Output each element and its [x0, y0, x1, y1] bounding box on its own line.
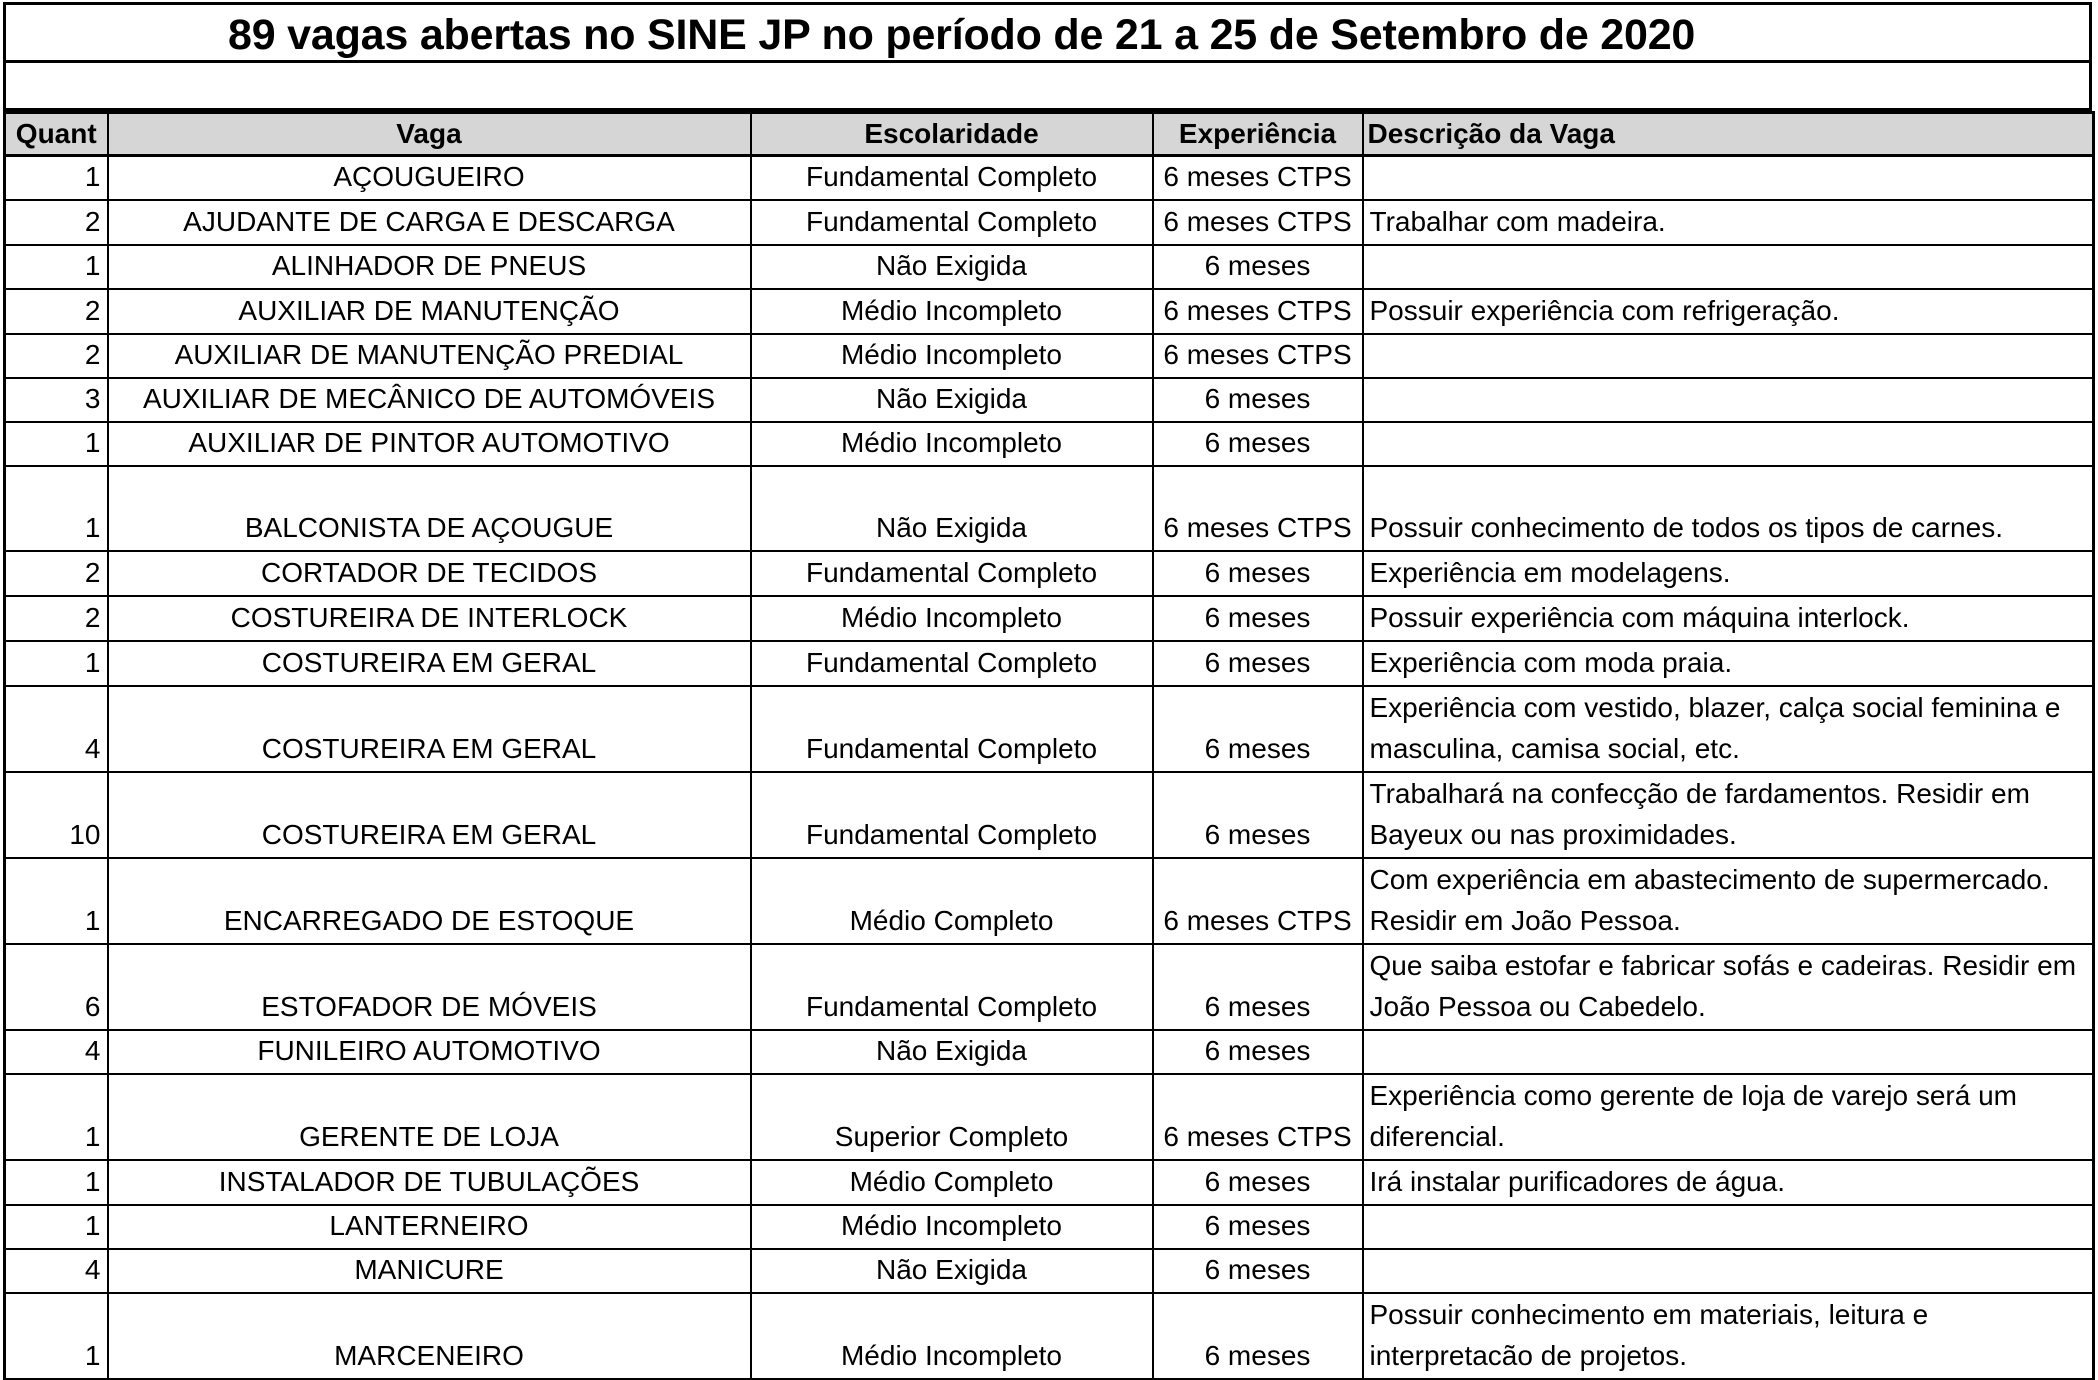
cell-descricao[interactable] [1363, 422, 2094, 466]
header-experiencia[interactable]: Experiência [1153, 113, 1363, 156]
cell-escolaridade[interactable]: Não Exigida [751, 1249, 1153, 1293]
cell-quant[interactable]: 1 [5, 1074, 108, 1160]
cell-experiencia[interactable]: 6 meses CTPS [1153, 1074, 1363, 1160]
cell-quant[interactable]: 1 [5, 1205, 108, 1249]
cell-vaga[interactable]: ALINHADOR DE PNEUS [108, 245, 751, 289]
cell-descricao[interactable]: Experiência com moda praia. [1363, 641, 2094, 686]
cell-experiencia[interactable]: 6 meses [1153, 596, 1363, 641]
cell-quant[interactable]: 4 [5, 686, 108, 772]
table-row [5, 200, 2094, 245]
cell-experiencia[interactable]: 6 meses [1153, 772, 1363, 858]
cell-escolaridade[interactable]: Fundamental Completo [751, 641, 1153, 686]
cell-vaga[interactable]: FUNILEIRO AUTOMOTIVO [108, 1030, 751, 1074]
cell-vaga[interactable]: COSTUREIRA EM GERAL [108, 686, 751, 772]
cell-escolaridade[interactable]: Não Exigida [751, 466, 1153, 551]
vacancies-table [3, 111, 2095, 1380]
cell-vaga[interactable]: AUXILIAR DE MANUTENÇÃO [108, 289, 751, 334]
cell-escolaridade[interactable]: Fundamental Completo [751, 200, 1153, 245]
cell-descricao[interactable] [1363, 156, 2094, 201]
cell-descricao[interactable] [1363, 334, 2094, 378]
cell-escolaridade[interactable]: Médio Incompleto [751, 334, 1153, 378]
cell-vaga[interactable]: AÇOUGUEIRO [108, 156, 751, 201]
cell-quant[interactable]: 1 [5, 858, 108, 944]
cell-descricao[interactable]: Com experiência em abastecimento de supermercado. Residir em João Pessoa. [1363, 858, 2094, 944]
cell-descricao[interactable] [1363, 1205, 2094, 1249]
cell-vaga[interactable]: AJUDANTE DE CARGA E DESCARGA [108, 200, 751, 245]
cell-experiencia[interactable]: 6 meses [1153, 944, 1363, 1030]
cell-vaga[interactable]: CORTADOR DE TECIDOS [108, 551, 751, 596]
cell-experiencia[interactable]: 6 meses [1153, 1205, 1363, 1249]
cell-experiencia[interactable]: 6 meses CTPS [1153, 858, 1363, 944]
cell-quant[interactable]: 6 [5, 944, 108, 1030]
cell-descricao[interactable]: Experiência como gerente de loja de varejo será um diferencial. [1363, 1074, 2094, 1160]
cell-descricao[interactable]: Trabalhará na confecção de fardamentos. Residir em Bayeux ou nas proximidades. [1363, 772, 2094, 858]
cell-vaga[interactable]: BALCONISTA DE AÇOUGUE [108, 466, 751, 551]
cell-descricao[interactable]: Possuir experiência com máquina interlock. [1363, 596, 2094, 641]
cell-experiencia[interactable]: 6 meses [1153, 378, 1363, 422]
cell-descricao[interactable]: Possuir conhecimento de todos os tipos de carnes. [1363, 466, 2094, 551]
header-row [5, 113, 2094, 156]
cell-descricao[interactable] [1363, 245, 2094, 289]
table-row [5, 858, 2094, 944]
cell-escolaridade[interactable]: Médio Incompleto [751, 1205, 1153, 1249]
cell-quant[interactable]: 2 [5, 551, 108, 596]
cell-vaga[interactable]: AUXILIAR DE PINTOR AUTOMOTIVO [108, 422, 751, 466]
cell-experiencia[interactable]: 6 meses CTPS [1153, 466, 1363, 551]
cell-escolaridade[interactable]: Fundamental Completo [751, 944, 1153, 1030]
cell-vaga[interactable]: COSTUREIRA EM GERAL [108, 772, 751, 858]
cell-quant[interactable]: 1 [5, 466, 108, 551]
title-cell[interactable] [3, 2, 2092, 63]
cell-vaga[interactable]: COSTUREIRA DE INTERLOCK [108, 596, 751, 641]
cell-experiencia[interactable]: 6 meses [1153, 1160, 1363, 1205]
cell-quant[interactable]: 2 [5, 334, 108, 378]
table-row [5, 378, 2094, 422]
cell-experiencia[interactable]: 6 meses CTPS [1153, 334, 1363, 378]
cell-vaga[interactable]: MANICURE [108, 1249, 751, 1293]
cell-quant[interactable]: 1 [5, 1160, 108, 1205]
cell-descricao[interactable]: Possuir experiência com refrigeração. [1363, 289, 2094, 334]
cell-experiencia[interactable]: 6 meses CTPS [1153, 200, 1363, 245]
cell-vaga[interactable]: AUXILIAR DE MECÂNICO DE AUTOMÓVEIS [108, 378, 751, 422]
cell-quant[interactable]: 1 [5, 641, 108, 686]
cell-experiencia[interactable]: 6 meses [1153, 1030, 1363, 1074]
cell-experiencia[interactable]: 6 meses CTPS [1153, 156, 1363, 201]
cell-vaga[interactable]: COSTUREIRA EM GERAL [108, 641, 751, 686]
cell-experiencia[interactable]: 6 meses [1153, 641, 1363, 686]
header-quant[interactable]: Quant [5, 113, 108, 156]
table-row [5, 596, 2094, 641]
table-row [5, 641, 2094, 686]
cell-experiencia[interactable]: 6 meses [1153, 422, 1363, 466]
cell-experiencia[interactable]: 6 meses [1153, 686, 1363, 772]
table-row [5, 1293, 2094, 1379]
table-row [5, 1160, 2094, 1205]
cell-escolaridade[interactable]: Fundamental Completo [751, 772, 1153, 858]
table-row [5, 772, 2094, 858]
cell-quant[interactable]: 10 [5, 772, 108, 858]
cell-escolaridade[interactable]: Fundamental Completo [751, 156, 1153, 201]
cell-experiencia[interactable]: 6 meses CTPS [1153, 289, 1363, 334]
table-row [5, 686, 2094, 772]
header-descricao[interactable]: Descrição da Vaga [1363, 113, 2094, 156]
cell-escolaridade[interactable]: Médio Completo [751, 1160, 1153, 1205]
cell-quant[interactable]: 2 [5, 596, 108, 641]
cell-descricao[interactable] [1363, 1249, 2094, 1293]
cell-vaga[interactable]: GERENTE DE LOJA [108, 1074, 751, 1160]
cell-escolaridade[interactable]: Fundamental Completo [751, 551, 1153, 596]
cell-escolaridade[interactable]: Médio Completo [751, 858, 1153, 944]
cell-experiencia[interactable]: 6 meses [1153, 1249, 1363, 1293]
header-vaga[interactable]: Vaga [108, 113, 751, 156]
table-row [5, 334, 2094, 378]
cell-experiencia[interactable]: 6 meses [1153, 551, 1363, 596]
cell-quant[interactable]: 1 [5, 156, 108, 201]
cell-quant[interactable]: 2 [5, 200, 108, 245]
table-body [5, 156, 2094, 1380]
cell-escolaridade[interactable]: Não Exigida [751, 245, 1153, 289]
table-row [5, 1205, 2094, 1249]
table-row [5, 156, 2094, 201]
cell-descricao[interactable]: Experiência com vestido, blazer, calça social feminina e masculina, camisa social, etc. [1363, 686, 2094, 772]
cell-escolaridade[interactable]: Não Exigida [751, 378, 1153, 422]
cell-vaga[interactable]: MARCENEIRO [108, 1293, 751, 1379]
cell-descricao[interactable]: Possuir conhecimento em materiais, leitura e interpretacão de projetos. [1363, 1293, 2094, 1379]
cell-descricao[interactable]: Experiência em modelagens. [1363, 551, 2094, 596]
cell-descricao[interactable]: Trabalhar com madeira. [1363, 200, 2094, 245]
cell-experiencia[interactable]: 6 meses [1153, 1293, 1363, 1379]
cell-quant[interactable]: 1 [5, 1293, 108, 1379]
table-row [5, 466, 2094, 551]
cell-quant[interactable]: 1 [5, 422, 108, 466]
table-row [5, 289, 2094, 334]
cell-vaga[interactable]: AUXILIAR DE MANUTENÇÃO PREDIAL [108, 334, 751, 378]
cell-descricao[interactable] [1363, 1030, 2094, 1074]
cell-escolaridade[interactable]: Superior Completo [751, 1074, 1153, 1160]
table-header [5, 113, 2094, 156]
cell-quant[interactable]: 2 [5, 289, 108, 334]
subtitle-cell[interactable] [3, 63, 2092, 111]
cell-vaga[interactable]: LANTERNEIRO [108, 1205, 751, 1249]
table-row [5, 944, 2094, 1030]
page-title: 89 vagas abertas no SINE JP no período de 21 a 25 de Setembro de 2020 [228, 11, 1696, 59]
cell-vaga[interactable]: ENCARREGADO DE ESTOQUE [108, 858, 751, 944]
cell-quant[interactable]: 3 [5, 378, 108, 422]
cell-escolaridade[interactable]: Médio Incompleto [751, 289, 1153, 334]
cell-vaga[interactable]: INSTALADOR DE TUBULAÇÕES [108, 1160, 751, 1205]
cell-quant[interactable]: 4 [5, 1249, 108, 1293]
table-row [5, 551, 2094, 596]
cell-escolaridade[interactable]: Médio Incompleto [751, 422, 1153, 466]
table-row [5, 1074, 2094, 1160]
table-row [5, 1030, 2094, 1074]
table-row [5, 245, 2094, 289]
header-escolaridade[interactable]: Escolaridade [751, 113, 1153, 156]
table-row [5, 422, 2094, 466]
cell-quant[interactable]: 4 [5, 1030, 108, 1074]
cell-quant[interactable]: 1 [5, 245, 108, 289]
cell-escolaridade[interactable]: Médio Incompleto [751, 596, 1153, 641]
cell-experiencia[interactable]: 6 meses [1153, 245, 1363, 289]
cell-escolaridade[interactable]: Médio Incompleto [751, 1293, 1153, 1379]
cell-escolaridade[interactable]: Não Exigida [751, 1030, 1153, 1074]
cell-vaga[interactable]: ESTOFADOR DE MÓVEIS [108, 944, 751, 1030]
cell-escolaridade[interactable]: Fundamental Completo [751, 686, 1153, 772]
table-row [5, 1249, 2094, 1293]
cell-descricao[interactable]: Que saiba estofar e fabricar sofás e cadeiras. Residir em João Pessoa ou Cabedelo. [1363, 944, 2094, 1030]
cell-descricao[interactable] [1363, 378, 2094, 422]
cell-descricao[interactable]: Irá instalar purificadores de água. [1363, 1160, 2094, 1205]
